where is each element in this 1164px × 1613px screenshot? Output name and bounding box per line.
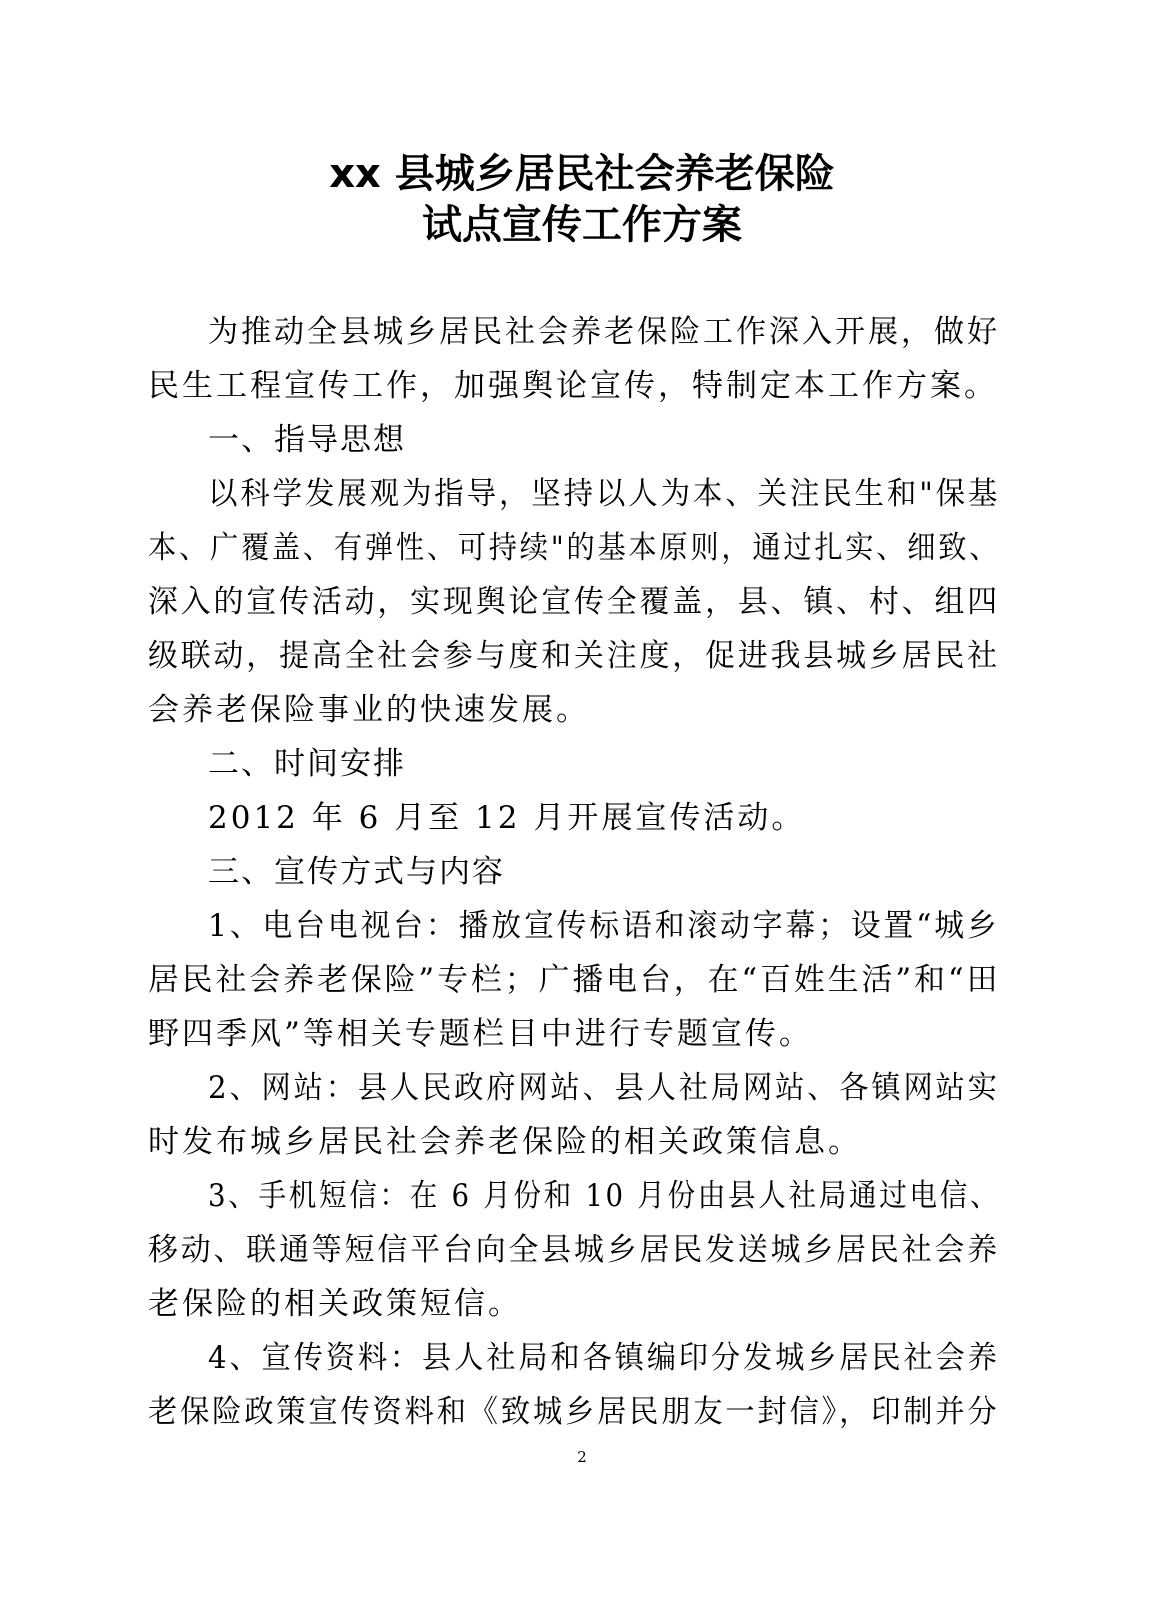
item-2-line-2: 时发布城乡居民社会养老保险的相关政策信息。 [148, 1124, 862, 1160]
section-3-heading: 三、宣传方式与内容 [208, 854, 505, 890]
section-1-line-3: 深入的宣传活动，实现舆论宣传全覆盖，县、镇、村、组四 [148, 584, 1000, 620]
page-number: 2 [577, 1448, 587, 1466]
document-title-line-1: xx 县城乡居民社会养老保险 [329, 151, 835, 197]
section-2-heading: 二、时间安排 [208, 746, 406, 782]
section-1-line-4: 级联动，提高全社会参与度和关注度，促进我县城乡居民社 [148, 638, 1000, 674]
intro-line-2: 民生工程宣传工作，加强舆论宣传，特制定本工作方案。 [148, 368, 998, 404]
item-4-line-1: 4、宣传资料：县人社局和各镇编印分发城乡居民社会养 [208, 1340, 1000, 1376]
item-1-line-1: 1、电台电视台：播放宣传标语和滚动字幕；设置“城乡 [208, 908, 1000, 944]
item-3-line-2: 移动、联通等短信平台向全县城乡居民发送城乡居民社会养 [148, 1232, 1000, 1268]
item-4-line-2: 老保险政策宣传资料和《致城乡居民朋友一封信》，印制并分 [148, 1394, 1000, 1430]
item-3-line-1: 3、手机短信：在 6 月份和 10 月份由县人社局通过电信、 [208, 1178, 1001, 1214]
section-1-line-5: 会养老保险事业的快速发展。 [148, 692, 590, 728]
intro-line-1: 为推动全县城乡居民社会养老保险工作深入开展，做好 [208, 314, 1001, 350]
section-1-heading: 一、指导思想 [208, 422, 406, 458]
item-2-line-1: 2、网站：县人民政府网站、县人社局网站、各镇网站实 [208, 1070, 1000, 1106]
section-1-line-1: 以科学发展观为指导，坚持以人为本、关注民生和"保基 [208, 476, 1001, 512]
item-1-line-3: 野四季风”等相关专题栏目中进行专题宣传。 [148, 1016, 813, 1052]
item-1-line-2: 居民社会养老保险”专栏；广播电台，在“百姓生活”和“田 [148, 962, 1001, 998]
section-2-text: 2012 年 6 月至 12 月开展宣传活动。 [208, 800, 806, 836]
document-title-line-2: 试点宣传工作方案 [422, 202, 742, 248]
item-3-line-3: 老保险的相关政策短信。 [148, 1286, 522, 1322]
section-1-line-2: 本、广覆盖、有弹性、可持续"的基本原则，通过扎实、细致、 [148, 530, 1001, 566]
